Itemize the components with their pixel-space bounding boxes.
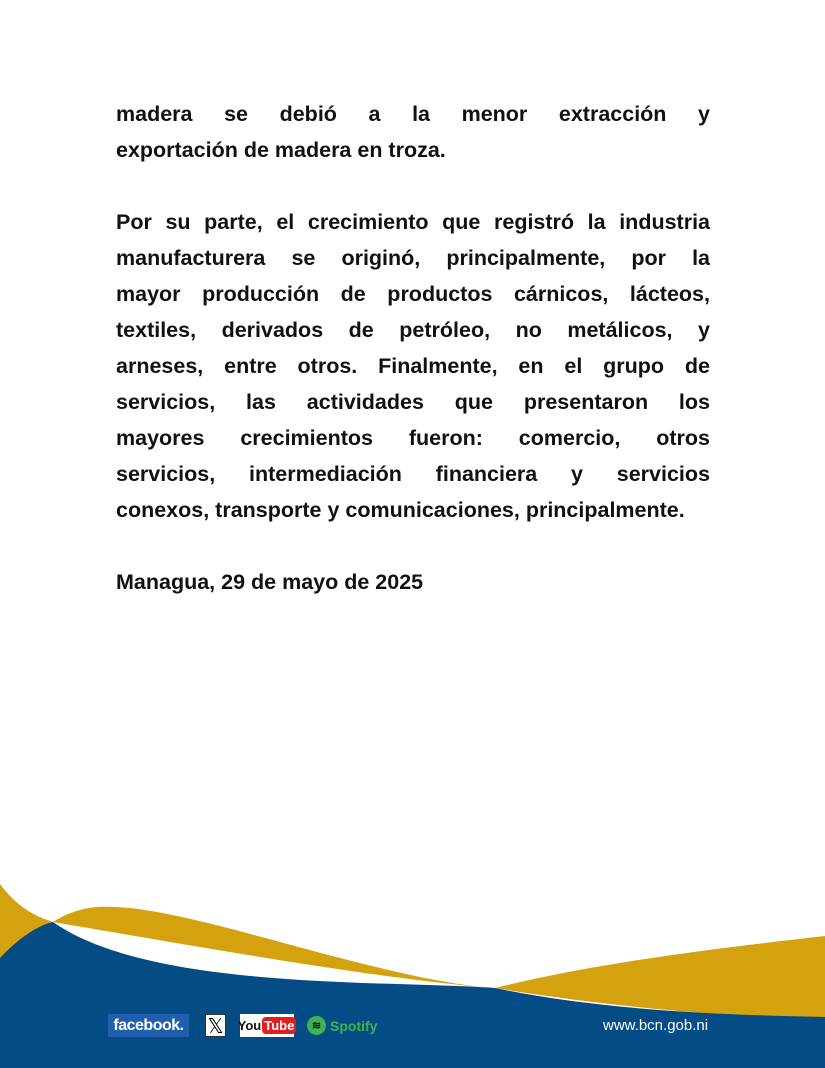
footer-wave-decoration [0,870,825,1068]
text-line: manufacturera se originó, principalmente, por la [116,246,710,270]
paragraph [116,96,710,168]
facebook-link[interactable]: facebook. [108,1014,189,1037]
youtube-tube-text: Tube [264,1018,295,1033]
text-line: arneses, entre otros. Finalmente, en el grupo de [116,354,710,378]
x-link[interactable] [205,1014,226,1037]
text-line: exportación de madera en troza. [116,138,446,162]
spotify-label: Spotify [330,1017,378,1034]
text-line: servicios, intermediación financiera y servicios [116,462,710,486]
text-line: Por su parte, el crecimiento que registró la industria [116,210,710,234]
paragraph [116,564,710,600]
text-line: madera se debió a la menor extracción y [116,102,710,126]
text-line: mayores crecimientos fueron: comercio, otros [116,426,710,450]
text-line: servicios, las actividades que presentaron los [116,390,710,414]
text-line: Managua, 29 de mayo de 2025 [116,570,424,594]
document-body [116,96,710,636]
text-line: conexos, transporte y comunicaciones, principalmente. [116,498,685,522]
paragraph [116,204,710,528]
website-url[interactable]: www.bcn.gob.ni [603,1017,709,1034]
x-icon: 𝕏 [207,1013,224,1038]
text-line: mayor producción de productos cárnicos, lácteos, [116,282,710,306]
youtube-link[interactable] [237,1014,295,1037]
spotify-link[interactable] [307,1014,377,1037]
text-line: textiles, derivados de petróleo, no metálicos, y [116,318,710,342]
spotify-icon: ≋ [307,1016,326,1035]
youtube-you-text: You [237,1018,262,1033]
